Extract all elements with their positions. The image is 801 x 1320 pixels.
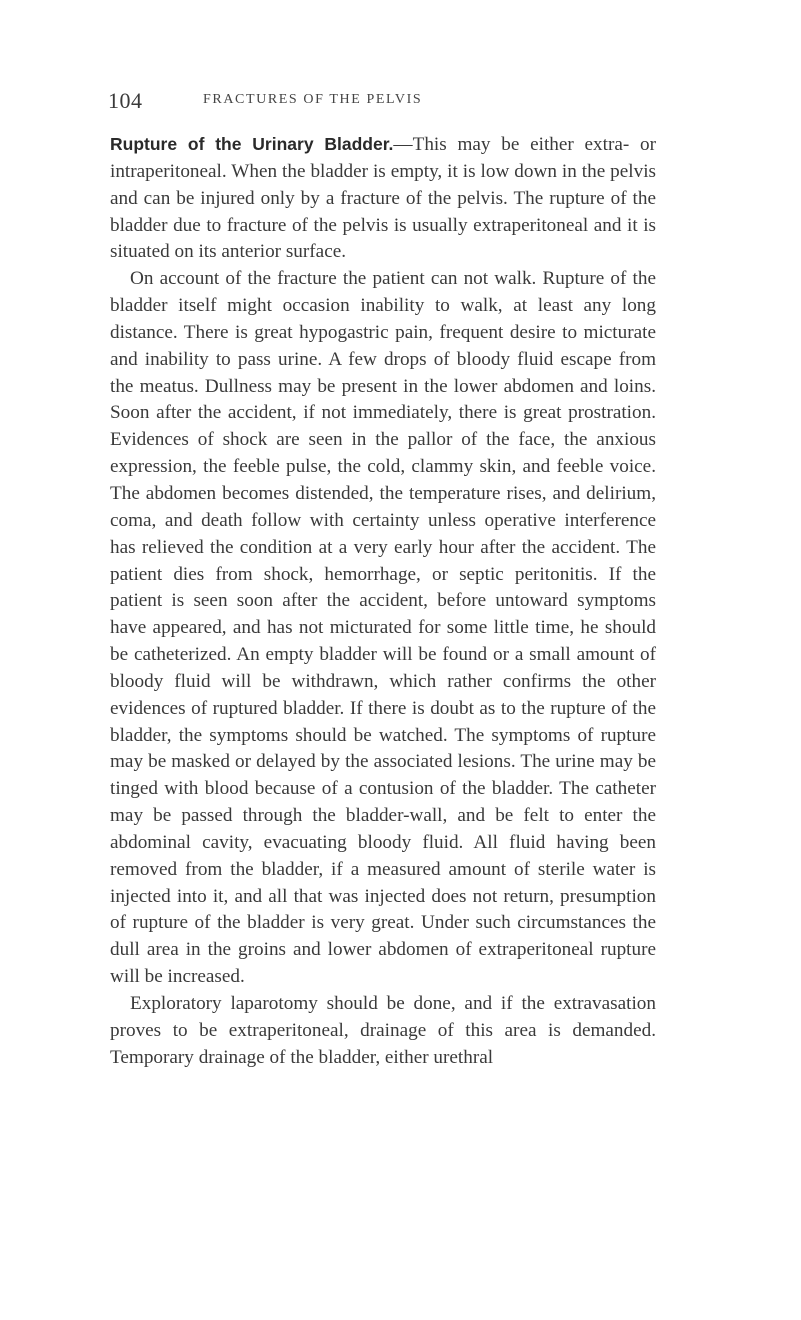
paragraph-1-text: —This may be either extra- or intraperitoneal. When the bladder is empty, it is low down in the pelvis and can be injured only by a fracture of the pelvis. The rupture of the bladder due to fracture of the pelvis is usually extraperitoneal and it is situated on its anterior surface.	[110, 134, 656, 263]
paragraph-3: Exploratory laparotomy should be done, and if the extravasation proves to be extraperitoneal, drainage of this area is demanded. Temporary drainage of the bladder, either urethral	[110, 993, 656, 1068]
body-text	[110, 131, 656, 1072]
running-title: FRACTURES OF THE PELVIS	[203, 92, 423, 107]
paragraph-1	[110, 131, 656, 266]
running-head	[108, 88, 668, 118]
section-heading: Rupture of the Urinary Bladder.	[110, 134, 394, 154]
page-number: 104	[108, 88, 143, 113]
paragraph-2: On account of the fracture the patient can not walk. Rupture of the bladder itself might occasion inability to walk, at least any long distance. There is great hypogastric pain, frequent desire to micturate and inability to pass urine. A few drops of bloody fluid escape from the meatus. Dullness may be present in the lower abdomen and loins. Soon after the accident, if not immediately, there is great prostration. Evidences of shock are seen in the pallor of the face, the anxious expression, the feeble pulse, the cold, clammy skin, and feeble voice. The abdomen becomes distended, the temperature rises, and delirium, coma, and death follow with certainty unless operative interference has relieved the condition at a very early hour after the accident. The patient dies from shock, hemorrhage, or septic peritonitis. If the patient is seen soon after the accident, before untoward symptoms have appeared, and has not micturated for some little time, he should be catheterized. An empty bladder will be found or a small amount of bloody fluid will be withdrawn, which rather confirms the other evidences of ruptured bladder. If there is doubt as to the rupture of the bladder, the symptoms should be watched. The symptoms of rupture may be masked or delayed by the associated lesions. The urine may be tinged with blood because of a contusion of the bladder. The catheter may be passed through the bladder-wall, and be felt to enter the abdominal cavity, evacuating bloody fluid. All fluid having been removed from the bladder, if a measured amount of sterile water is injected into it, and all that was injected does not return, presumption of rupture of the bladder is very great. Under such circumstances the dull area in the groins and lower abdomen of extraperitoneal rupture will be increased.	[110, 268, 656, 988]
